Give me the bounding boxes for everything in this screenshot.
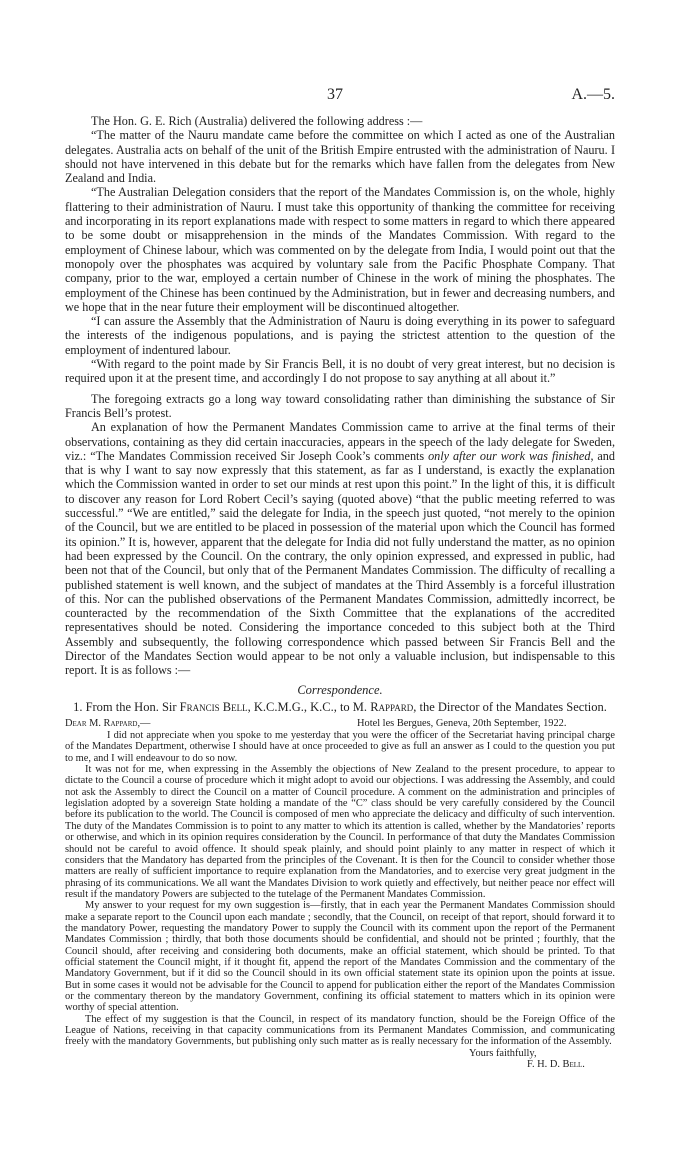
document-reference: A.—5. (571, 86, 615, 103)
italic-text: only after our work was finished (428, 448, 591, 463)
letter-dateline-row (65, 718, 615, 730)
closing: Yours faithfully, (469, 1047, 537, 1059)
letter-paragraph: I did not appreciate when you spoke to me yesterday that you were the officer of the Secretariat having principal charge of the Mandates Department, otherwise I should have at once proceeded to give as full an answer as I could to the question you put to me, and I will endeavour to do so now. (65, 730, 615, 764)
document-page (65, 86, 615, 1072)
letter-paragraph: My answer to your request for my own suggestion is—firstly, that in each year the Permanent Mandates Commission should make a separate report to the Council upon each mandate ; secondly, that the Council, on receipt of that report, should forward it to the mandatory Power, requesting the mandatory Power to supply the Council with its comment upon the report of the Permanent Mandates Commission ; thirdly, that both those documents should be confidential, and should not be printed ; fourthly, that the Council should, after receiving and considering both documents, make an official statement, which should be printed. To that official statement the Council might, if it thought fit, append the report of the Mandates Commission and the commentary of the Mandatory Government, but if it did so the Council should in its own official statement state its opinion upon the points at issue. But in some cases it would not be advisable for the Council to append for publication either the report of the Mandates Commission or the commentary thereon by the mandatory Government, confining its official statement to matters which in its opinion were worthy of special attention. (65, 900, 615, 1014)
page-header (65, 86, 615, 108)
text: , and that is why I want to say now expressly that this statement, as far as I understand, is exactly the explanation which the Commission wanted in order to set our minds at rest upon this point.” In the light of this, it is difficult to discover any reason for Lord Robert Cecil’s saying (quoted above) “that the public meeting referred to was successful.” “We are entitled,” said the delegate for India, in the speech just quoted, “not merely to the opinion of the Council, but we are entitled to be placed in possession of the material upon which the Council has formed its opinion.” It is, however, apparent that the delegate for India did not fully understand the matter, as no opinion had been expressed by the Council. On the contrary, the only opinion expressed, and expressed in public, had been not that of the Council, but only that of the Permanent Mandates Commission. The difficulty of recalling a published statement is well known, and the subject of mandates at the Third Assembly is a forceful illustration of this. Nor can the published observations of the Permanent Mandates Commission, admittedly incorrect, be counteracted by the recommendation of the Sixth Committee that the explanations of the accredited representatives should be noted. Considering the importance conceded to this subject both at the Third Assembly and subsequently, the following correspondence which passed between Sir Francis Bell and the Director of the Mandates Section would appear to be not only a valuable inclusion, but indispensable to this report. It is as follows :— (65, 448, 615, 678)
paragraph: “With regard to the point made by Sir Francis Bell, it is no doubt of very great interest, but no decision is required upon it at the present time, and accordingly I do not propose to say anything at all about it.” (65, 357, 615, 386)
letter-paragraph: The effect of my suggestion is that the Council, in respect of its mandatory function, should be the Foreign Office of the League of Nations, receiving in that capacity communications from its Permanent Mandates Commission, and communicating freely with the mandatory Governments, but publishing only such matter as is really necessary for the information of the Assembly. (65, 1013, 615, 1048)
signature-block (65, 1048, 615, 1072)
paragraph-explanation (65, 420, 615, 677)
paragraph: “The Australian Delegation considers that the report of the Mandates Commission is, on the whole, highly flattering to their administration of Nauru. I must take this opportunity of thanking the committee for receiving and incorporating in its report explanations made with respect to some matters in regard to which there appeared to be some doubt or misapprehension in the minds of the Mandates Commission. With regard to the employment of Chinese labour, which was commented on by the delegate from India, I would point out that the monopoly over the phosphates was acquired by voluntary sale from the Pacific Phosphate Company. That company, prior to the war, employed a certain number of Chinese in the work of mining the phosphates. The employment of the Chinese has been continued by the Administration, but in fewer and decreasing numbers, and we hope that in the near future their employment will be discontinued altogether. (65, 185, 615, 314)
paragraph: The foregoing extracts go a long way toward consolidating rather than diminishing the substance of Sir Francis Bell’s protest. (65, 391, 615, 420)
letter (65, 718, 615, 1072)
signature: F. H. D. Bell. (527, 1058, 585, 1070)
body-text (65, 114, 615, 678)
name: Rappard (370, 699, 414, 714)
correspondence-title: Correspondence. (297, 682, 383, 697)
name: Francis Bell (179, 699, 248, 714)
page-number: 37 (327, 86, 343, 103)
dateline: Hotel les Bergues, Geneva, 20th September, 1922. (357, 718, 567, 730)
text: , the Director of the Mandates Section. (413, 699, 607, 714)
letter-paragraph: It was not for me, when expressing in the Assembly the objections of New Zealand to the present procedure, to appear to dictate to the Council a course of procedure which it might adopt to avoid our objections. I was addressing the Assembly, and could not ask the Assembly to direct the Council on a matter of Council procedure. A comment on the administration and principles of legislation adopted by a sovereign State holding a mandate of the “C” class should be very carefully considered by the Council before its publication to the world. The Council is composed of men who appreciate the delicacy and difficulty of such intervention. The duty of the Mandates Commission is to point to any matter to which its attention is called, whether by the Mandatories’ reports or otherwise, and which in its opinion requires consideration by the Council. In performance of that duty the Mandates Commission should not be careful to avoid offence. It should speak plainly, and should point plainly to any matter in respect of which it considers that the Mandatory has departed from the principles of the Covenant. It is then for the Council to consider whether those matters are really of sufficient importance to require explanation from the Mandatories, and to exercise very great judgment in the phrasing of its communications. We all want the Mandates Division to work quietly and effectively, but neither peace nor effect will result if the mandatory Powers are subjected to the tutelage of the Permanent Mandates Commission. (65, 764, 615, 900)
paragraph: The Hon. G. E. Rich (Australia) delivered the following address :— (91, 114, 423, 128)
text: 1. From the Hon. Sir (73, 699, 180, 714)
paragraph: “The matter of the Nauru mandate came before the committee on which I acted as one of the Australian delegates. Australia acts on behalf of the unit of the British Empire entrusted with the administration of Nauru. I should not have intervened in this debate but for the remarks which have fallen from the delegates from New Zealand and India. (65, 128, 615, 186)
text: An explanation of how the Permanent Mandates Commission came to arrive at the final terms of their observations, containing as they did certain inaccuracies, appears in the speech of the lady delegate for Sweden, viz.: “The Mandates Commission received Sir Joseph Cook’s comments (65, 420, 615, 463)
correspondence-heading (65, 700, 615, 715)
paragraph: “I can assure the Assembly that the Administration of Nauru is doing everything in its power to safeguard the interests of the indigenous populations, and is paying the strictest attention to the question of the employment of indentured labour. (65, 314, 615, 357)
salutation: Dear M. Rappard,— (65, 718, 151, 730)
text: , K.C.M.G., K.C., to M. (247, 699, 371, 714)
